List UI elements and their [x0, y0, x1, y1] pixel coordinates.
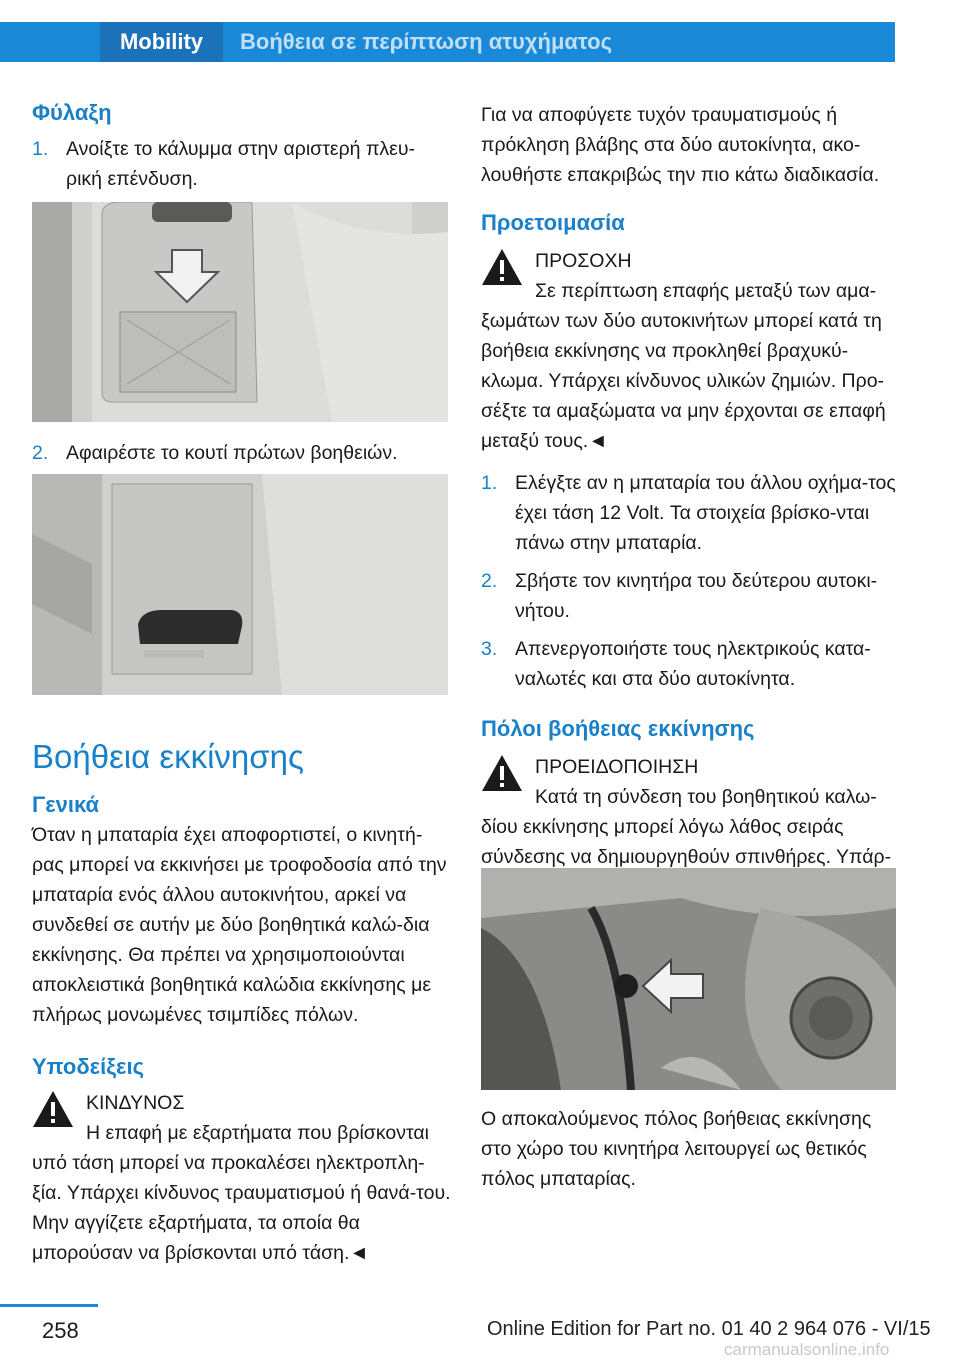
step-item — [32, 134, 448, 194]
footer-rule — [0, 1304, 98, 1307]
photo-side-trim-cover — [32, 202, 448, 422]
page-number: 258 — [42, 1318, 79, 1343]
photo-caption-block — [481, 1104, 896, 1194]
photo-caption: Ο αποκαλούμενος πόλος βοήθειας εκκίνησης στο χώρο του κινητήρα λειτουργεί ως θετικός πόλος μπαταρίας. — [481, 1108, 872, 1190]
photo-jump-start-pole-illustration — [481, 868, 896, 1090]
jump-start-section — [32, 738, 452, 1268]
warning-text: δίου εκκίνησης μπορεί λόγω λάθος σειράς σύνδεσης να δημιουργηθούν σπινθήρες. Υπάρ- — [481, 816, 892, 868]
danger-title: ΚΙΝΔΥΝΟΣ — [86, 1092, 185, 1114]
notes-heading: Υποδείξεις — [32, 1054, 145, 1079]
warning-triangle-icon — [32, 1090, 74, 1128]
photo-jump-start-pole — [481, 868, 896, 1090]
step-item — [32, 438, 448, 468]
caution-notice — [481, 246, 896, 456]
step-item — [481, 634, 896, 694]
left-column — [32, 100, 448, 194]
caution-text: ξωμάτων των δύο αυτοκινήτων μπορεί κατά τη βοήθεια εκκίνησης να προκληθεί βραχυκύ-κλωμα. Υπάρχει κίνδυνος υλικών ζημιών. Προ-σέξτε τα αμαξώματα να μην έρχονται σε επαφή μεταξύ τους.◄ — [481, 310, 886, 452]
warning-first-line: Κατά τη σύνδεση του βοηθητικού καλω- — [535, 786, 877, 808]
photo-side-trim-cover-illustration — [32, 202, 448, 422]
watermark: carmanualsonline.info — [724, 1340, 890, 1359]
step-text: Αφαιρέστε το κουτί πρώτων βοηθειών. — [66, 442, 398, 464]
warning-triangle-icon — [481, 754, 523, 792]
storage-heading: Φύλαξη — [32, 100, 112, 125]
step-text: Ελέγξτε αν η μπαταρία του άλλου οχήμα-τος έχει τάση 12 Volt. Τα στοιχεία βρίσκο-νται πάνω στην μπαταρία. — [515, 472, 896, 554]
step-text: Απενεργοποιήστε τους ηλεκτρικούς κατα-ναλωτές και στα δύο αυτοκίνητα. — [515, 638, 871, 690]
page-header — [0, 0, 960, 62]
caution-title: ΠΡΟΣΟΧΗ — [535, 250, 632, 272]
danger-text: υπό τάση μπορεί να προκαλέσει ηλεκτροπλη-ξία. Υπάρχει κίνδυνος τραυματισμού ή θανά-του. Μην αγγίζετε εξαρτήματα, τα οποία θα μπορούσαν να βρίσκονται υπό τάση.◄ — [32, 1152, 451, 1264]
poles-heading: Πόλοι βοήθειας εκκίνησης — [481, 716, 755, 741]
step-number: 2. — [32, 442, 49, 464]
photo-first-aid-box — [32, 474, 448, 695]
step-number: 2. — [481, 570, 498, 592]
step-number: 3. — [481, 638, 498, 660]
header-section-tab: Mobility — [100, 22, 223, 62]
intro-text: Για να αποφύγετε τυχόν τραυματισμούς ή πρόκληση βλάβης στα δύο αυτοκίνητα, ακο-λουθήστε επακριβώς την πιο κάτω διαδικασία. — [481, 104, 880, 186]
prep-heading: Προετοιμασία — [481, 210, 625, 235]
left-column-step2 — [32, 438, 448, 468]
step-item — [481, 468, 896, 558]
danger-notice — [32, 1088, 452, 1268]
warning-title: ΠΡΟΕΙΔΟΠΟΙΗΣΗ — [535, 756, 699, 778]
step-text: Ανοίξτε το κάλυμμα στην αριστερή πλευ-ρική επένδυση. — [66, 138, 416, 190]
step-item — [481, 566, 896, 626]
step-number: 1. — [481, 472, 498, 494]
caution-first-line: Σε περίπτωση επαφής μεταξύ των αμα- — [535, 280, 877, 302]
step-number: 1. — [32, 138, 49, 160]
danger-first-line: Η επαφή με εξαρτήματα που βρίσκονται — [86, 1122, 429, 1144]
step-text: Σβήστε τον κινητήρα του δεύτερου αυτοκι-νήτου. — [515, 570, 878, 622]
header-chapter-title: Βοήθεια σε περίπτωση ατυχήματος — [240, 29, 613, 54]
warning-triangle-icon — [481, 248, 523, 286]
general-heading: Γενικά — [32, 792, 100, 817]
general-text: Όταν η μπαταρία έχει αποφορτιστεί, ο κινητή-ρας μπορεί να εκκινήσει με τροφοδοσία από την μπαταρία ενός άλλου αυτοκινήτου, αρκεί να συνδεθεί σε αυτήν με δύο βοηθητικά καλώ-δια εκκίνησης. Θα πρέπει να χρησιμοποιούνται αποκλειστικά βοηθητικά καλώδια εκκίνησης με πλήρως μονωμένες τσιμπίδες πόλων. — [32, 824, 447, 1026]
jump-start-heading: Βοήθεια εκκίνησης — [32, 738, 304, 775]
right-column — [481, 100, 896, 932]
footer-edition: Online Edition for Part no. 01 40 2 964 076 - VI/15 — [487, 1318, 931, 1340]
photo-first-aid-box-illustration — [32, 474, 448, 695]
